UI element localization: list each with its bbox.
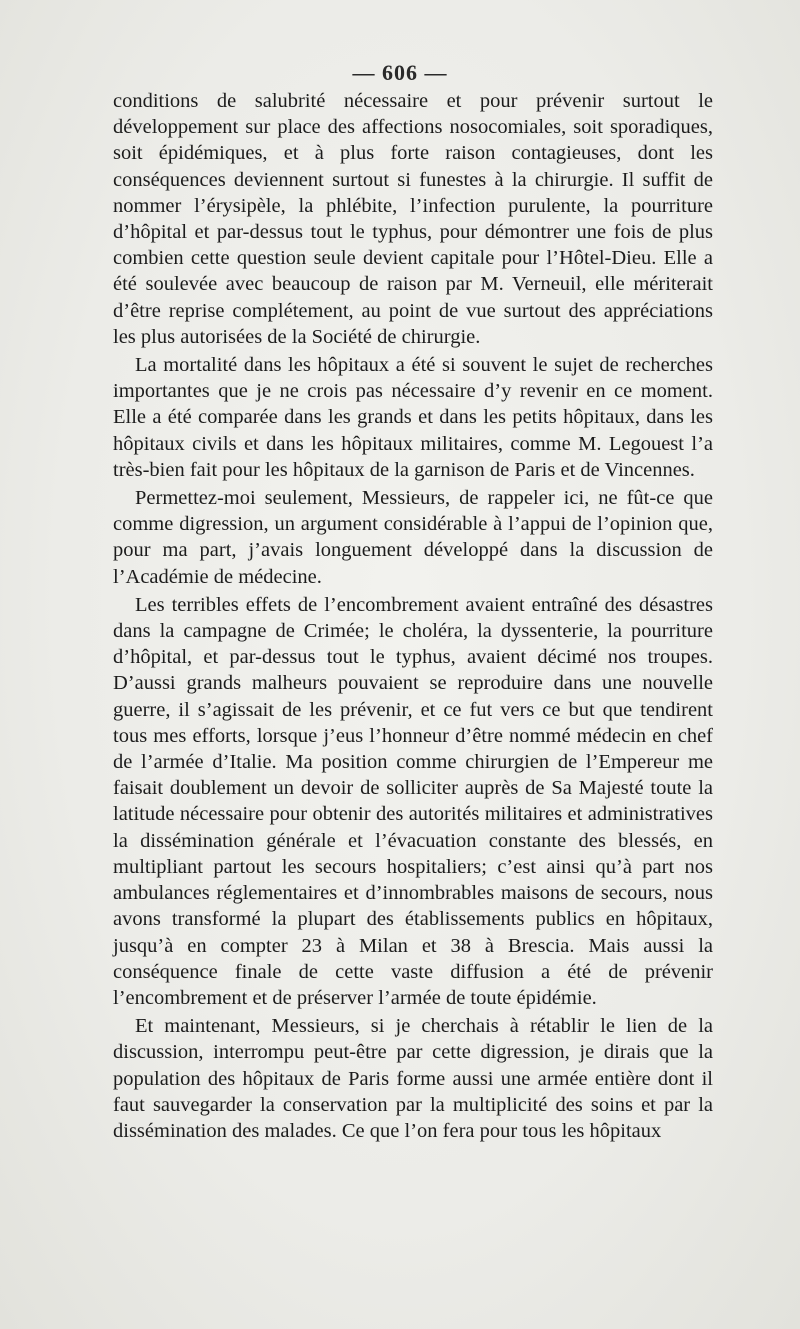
paragraph-3: Permettez-moi seulement, Messieurs, de rappeler ici, ne fût-ce que comme digression, un argument considérable à l’appui de l’opinion que, pour ma part, j’avais longuement développé dans la discussion de l’Académie de médecine. <box>113 487 713 588</box>
body-text <box>113 88 713 1144</box>
paragraph-1: conditions de salubrité nécessaire et pour prévenir surtout le développement sur place des affections nosocomiales, soit sporadiques, soit épidémiques, et à plus forte raison contagieuses, dont les conséquences deviennent surtout si funestes à la chirurgie. Il suffit de nommer l’érysipèle, la phlébite, l’infection purulente, la pourriture d’hôpital et par-dessus tout le typhus, pour démontrer une fois de plus combien cette question seule devient capitale pour l’Hôtel-Dieu. Elle a été soulevée avec beaucoup de raison par M. Verneuil, elle mériterait d’être reprise complétement, au point de vue surtout des appréciations les plus autorisées de la Société de chirurgie. <box>113 90 713 348</box>
page-number: — 606 — <box>352 60 448 85</box>
paragraph-4: Les terribles effets de l’encombrement avaient entraîné des désastres dans la campagne de Crimée; le choléra, la dyssenterie, la pourriture d’hôpital, et par-dessus tout le typhus, avaient décimé nos troupes. D’aussi grands malheurs pouvaient se reproduire dans une nouvelle guerre, il s’agissait de les prévenir, et ce fut vers ce but que tendirent tous mes efforts, lorsque j’eus l’honneur d’être nommé médecin en chef de l’armée d’Italie. Ma position comme chirurgien de l’Empereur me faisait doublement un devoir de solliciter auprès de Sa Majesté toute la latitude nécessaire pour obtenir des autorités militaires et administratives la dissémination générale et l’évacuation constante des blessés, en multipliant partout les secours hospitaliers; c’est ainsi qu’à part nos ambulances réglementaires et d’innombrables maisons de secours, nous avons transformé la plupart des établissements publics en hôpitaux, jusqu’à en compter 23 à Milan et 38 à Brescia. Mais aussi la conséquence finale de cette vaste diffusion a été de prévenir l’encombrement et de préserver l’armée de toute épidémie. <box>113 593 713 1009</box>
paragraph-2: La mortalité dans les hôpitaux a été si souvent le sujet de recherches importantes que je ne crois pas nécessaire d’y revenir en ce moment. Elle a été comparée dans les grands et dans les petits hôpitaux, dans les hôpitaux civils et dans les hôpitaux militaires, comme M. Legouest l’a très-bien fait pour les hôpitaux de la garnison de Paris et de Vincennes. <box>113 354 713 481</box>
paragraph-5: Et maintenant, Messieurs, si je cherchais à rétablir le lien de la discussion, interrompu peut-être par cette digression, je dirais que la population des hôpitaux de Paris forme aussi une armée entière dont il faut sauvegarder la conservation par la multiplicité des soins et par la dissémination des malades. Ce que l’on fera pour tous les hôpitaux <box>113 1015 713 1142</box>
